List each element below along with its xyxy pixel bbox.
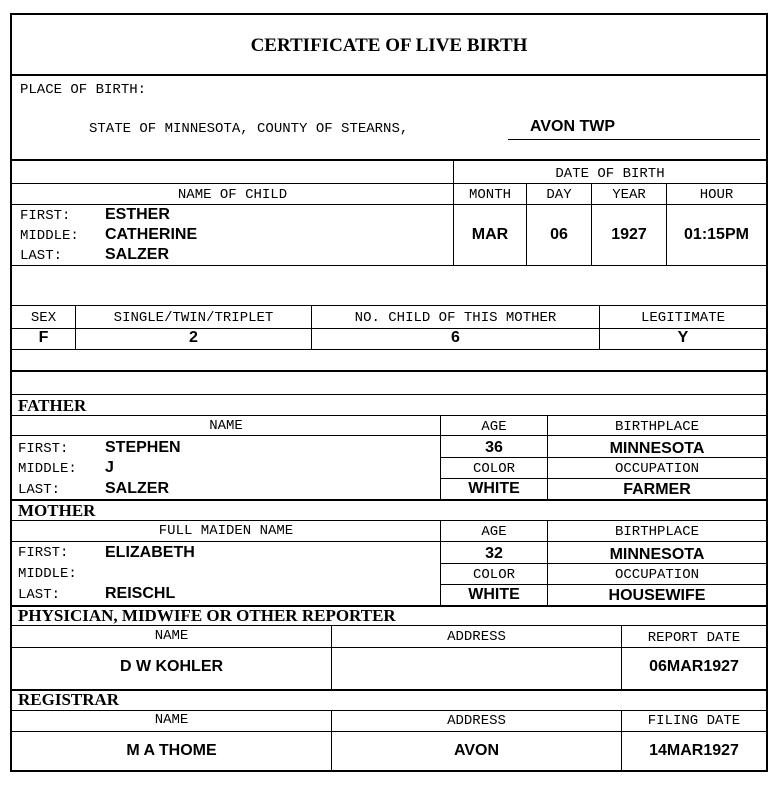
report-date-value: 06MAR1927 <box>649 658 739 675</box>
mother-first-name: ELIZABETH <box>105 544 195 561</box>
father-middle-name: J <box>105 459 114 476</box>
birth-day-value: 06 <box>550 226 568 243</box>
father-section-title: FATHER <box>18 396 87 415</box>
plurality-value: 2 <box>189 329 198 346</box>
divider <box>12 435 766 436</box>
registrar-address-label: ADDRESS <box>447 713 506 729</box>
registrar-name-value: M A THOME <box>126 742 217 759</box>
divider <box>12 74 766 76</box>
father-first-label: FIRST: <box>18 441 69 457</box>
mother-last-name: REISCHL <box>105 585 176 602</box>
divider <box>440 563 766 564</box>
registrar-address-value: AVON <box>453 742 500 759</box>
child-last-label: LAST: <box>20 248 63 264</box>
physician-section-title: PHYSICIAN, MIDWIFE OR OTHER REPORTER <box>18 606 396 625</box>
father-color-value: WHITE <box>468 480 520 497</box>
hour-label: HOUR <box>699 187 734 203</box>
mother-occupation-value: HOUSEWIFE <box>608 587 706 604</box>
legitimate-value: Y <box>677 329 689 346</box>
mother-last-label: LAST: <box>18 587 61 603</box>
child-number-value: 6 <box>451 329 460 346</box>
mother-birthplace-label: BIRTHPLACE <box>614 524 699 540</box>
father-middle-label: MIDDLE: <box>18 461 77 477</box>
divider <box>12 394 766 395</box>
sex-value: F <box>38 329 49 346</box>
father-name-header: NAME <box>209 418 243 434</box>
father-color-label: COLOR <box>472 461 515 477</box>
birth-year-value: 1927 <box>611 226 647 243</box>
divider <box>12 499 766 501</box>
father-birthplace-value: MINNESOTA <box>609 440 705 457</box>
divider <box>12 625 766 626</box>
place-of-birth-label: PLACE OF BIRTH: <box>20 82 147 98</box>
child-first-name: ESTHER <box>105 206 170 223</box>
physician-name-value: D W KOHLER <box>119 658 224 675</box>
birth-month-value: MAR <box>471 226 509 243</box>
mother-name-header: FULL MAIDEN NAME <box>158 523 294 539</box>
divider <box>12 520 766 521</box>
state-county-text: STATE OF MINNESOTA, COUNTY OF STEARNS, <box>89 121 409 137</box>
father-last-name: SALZER <box>105 480 169 497</box>
father-birthplace-label: BIRTHPLACE <box>614 419 699 435</box>
divider <box>12 370 766 372</box>
divider <box>454 183 766 184</box>
registrar-section-title: REGISTRAR <box>18 690 120 709</box>
physician-address-label: ADDRESS <box>447 629 506 645</box>
mother-middle-label: MIDDLE: <box>18 566 77 582</box>
mother-section-title: MOTHER <box>18 501 96 520</box>
mother-first-label: FIRST: <box>18 545 69 561</box>
divider <box>12 204 766 205</box>
mother-occupation-label: OCCUPATION <box>614 567 699 583</box>
township-value: AVON TWP <box>530 118 616 135</box>
day-label: DAY <box>546 187 572 203</box>
divider <box>12 183 453 184</box>
child-last-name: SALZER <box>105 246 169 263</box>
birth-hour-value: 01:15PM <box>684 226 749 243</box>
father-occupation-label: OCCUPATION <box>614 461 699 477</box>
birth-certificate <box>10 13 768 772</box>
father-age-value: 36 <box>485 439 503 456</box>
township-underline <box>508 139 760 140</box>
divider <box>440 584 766 585</box>
sex-label: SEX <box>30 310 57 326</box>
father-occupation-value: FARMER <box>623 481 691 498</box>
divider <box>12 159 766 161</box>
divider <box>12 415 766 416</box>
divider <box>440 457 766 458</box>
filing-date-value: 14MAR1927 <box>649 742 739 759</box>
father-last-label: LAST: <box>18 482 61 498</box>
legitimate-label: LEGITIMATE <box>640 310 725 326</box>
divider <box>12 731 766 732</box>
mother-color-value: WHITE <box>468 586 520 603</box>
divider <box>12 710 766 711</box>
certificate-title: CERTIFICATE OF LIVE BIRTH <box>250 35 528 56</box>
divider <box>12 689 766 691</box>
divider <box>12 305 766 306</box>
child-first-label: FIRST: <box>20 208 71 224</box>
divider <box>440 478 766 479</box>
mother-birthplace-value: MINNESOTA <box>609 546 705 563</box>
divider <box>12 647 766 648</box>
mother-age-label: AGE <box>481 524 507 540</box>
divider <box>12 541 766 542</box>
plurality-label: SINGLE/TWIN/TRIPLET <box>113 310 274 326</box>
dob-header: DATE OF BIRTH <box>555 166 665 182</box>
child-middle-label: MIDDLE: <box>20 228 79 244</box>
filing-date-label: FILING DATE <box>647 713 741 729</box>
registrar-name-label: NAME <box>154 712 189 728</box>
father-first-name: STEPHEN <box>105 439 181 456</box>
child-number-label: NO. CHILD OF THIS MOTHER <box>354 310 557 326</box>
child-name-header: NAME OF CHILD <box>177 187 288 203</box>
mother-color-label: COLOR <box>472 567 515 583</box>
physician-name-label: NAME <box>154 628 189 644</box>
year-label: YEAR <box>612 187 646 203</box>
mother-age-value: 32 <box>485 545 503 562</box>
report-date-label: REPORT DATE <box>647 630 741 646</box>
child-middle-name: CATHERINE <box>105 226 198 243</box>
month-label: MONTH <box>468 187 511 203</box>
father-age-label: AGE <box>481 419 507 435</box>
divider <box>12 349 766 350</box>
divider <box>12 265 766 266</box>
